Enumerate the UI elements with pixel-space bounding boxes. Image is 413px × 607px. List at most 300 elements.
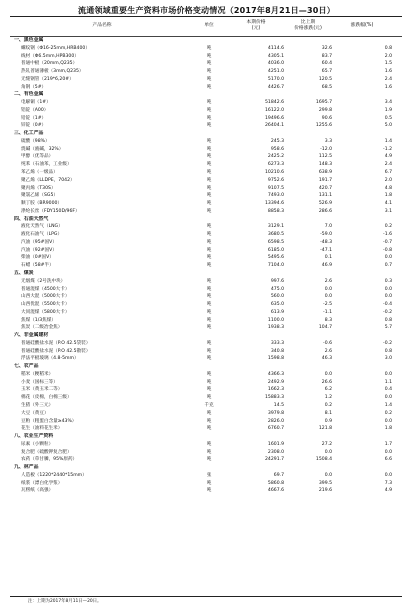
unit-cell: 吨 bbox=[206, 146, 212, 152]
change-cell: 46.3 bbox=[321, 356, 332, 362]
unit-cell: 吨 bbox=[206, 371, 212, 377]
price-cell: 26404.1 bbox=[265, 123, 284, 129]
table-row bbox=[10, 293, 402, 301]
price-cell: 4305.1 bbox=[267, 53, 284, 59]
unit-cell: 吨 bbox=[206, 348, 212, 354]
section-heading bbox=[10, 332, 402, 340]
pct-cell: -1.6 bbox=[383, 232, 392, 238]
unit-cell: 吨 bbox=[206, 480, 212, 486]
product-name: 复合肥（硫酸钾复合肥） bbox=[21, 449, 72, 455]
change-cell: 0.0 bbox=[324, 449, 332, 455]
change-cell: 32.6 bbox=[321, 45, 332, 51]
change-cell: 0.0 bbox=[324, 371, 332, 377]
product-name: 线材（Φ6.5mm,HPB300） bbox=[21, 53, 79, 59]
change-cell: 0.0 bbox=[324, 294, 332, 300]
pct-cell: 0.0 bbox=[384, 449, 392, 455]
change-cell: 65.7 bbox=[321, 69, 332, 75]
pct-cell: 3.4 bbox=[384, 100, 392, 106]
pct-cell: -1.2 bbox=[383, 146, 392, 152]
table-bottom-rule bbox=[10, 596, 402, 597]
change-cell: 60.4 bbox=[321, 61, 332, 67]
pct-cell: 4.1 bbox=[384, 201, 392, 207]
pct-cell: 1.5 bbox=[384, 61, 392, 67]
table-row bbox=[10, 472, 402, 480]
product-name: 汽油（95#国V） bbox=[21, 239, 57, 245]
section-heading bbox=[10, 130, 402, 138]
unit-cell: 吨 bbox=[206, 185, 212, 191]
table-row bbox=[10, 410, 402, 418]
unit-cell: 吨 bbox=[206, 247, 212, 253]
change-cell: 1508.4 bbox=[315, 457, 332, 463]
change-cell: 0.2 bbox=[324, 402, 332, 408]
price-cell: 3129.1 bbox=[267, 224, 284, 230]
product-name: 尿素（小颗粒） bbox=[21, 441, 54, 447]
product-name: 人造板（1220*2440*15mm） bbox=[21, 472, 87, 478]
unit-cell: 吨 bbox=[206, 387, 212, 393]
section-label: 一、黑色金属 bbox=[14, 37, 44, 43]
table-row bbox=[10, 107, 402, 115]
unit-cell: 吨 bbox=[206, 263, 212, 269]
product-name: 聚氯乙烯（SG5） bbox=[21, 193, 58, 199]
unit-cell: 吨 bbox=[206, 457, 212, 463]
price-cell: 4036.0 bbox=[267, 61, 284, 67]
table-row bbox=[10, 223, 402, 231]
table-row bbox=[10, 371, 402, 379]
price-cell: 635.0 bbox=[270, 302, 284, 308]
unit-cell: 吨 bbox=[206, 278, 212, 284]
unit-cell: 吨 bbox=[206, 302, 212, 308]
price-cell: 15883.3 bbox=[265, 395, 284, 401]
price-cell: 1938.3 bbox=[267, 325, 284, 331]
product-name: 石蜡（58#半） bbox=[21, 263, 54, 269]
pct-cell: 1.8 bbox=[384, 426, 392, 432]
unit-cell: 吨 bbox=[206, 208, 212, 214]
pct-cell: 7.3 bbox=[384, 480, 392, 486]
section-heading bbox=[10, 91, 402, 99]
price-cell: 6185.0 bbox=[267, 247, 284, 253]
unit-cell: 吨 bbox=[206, 418, 212, 424]
unit-cell: 吨 bbox=[206, 239, 212, 245]
price-cell: 613.9 bbox=[270, 309, 284, 315]
product-name: 热轧普通薄板（3mm,Q235） bbox=[21, 69, 84, 75]
unit-cell: 吨 bbox=[206, 340, 212, 346]
change-cell: 526.9 bbox=[318, 201, 332, 207]
price-cell: 997.6 bbox=[270, 278, 284, 284]
product-name: 普通混煤（4500大卡） bbox=[21, 286, 70, 292]
product-name: 大豆（黄豆） bbox=[21, 410, 49, 416]
product-name: 焦炭（二级冶金焦） bbox=[21, 325, 63, 331]
table-row bbox=[10, 138, 402, 146]
pct-cell: 1.6 bbox=[384, 69, 392, 75]
price-cell: 10210.6 bbox=[265, 170, 284, 176]
product-name: 螺纹钢（Φ16-25mm,HRB400） bbox=[21, 45, 90, 51]
change-cell: 219.6 bbox=[318, 488, 332, 494]
table-row bbox=[10, 425, 402, 433]
price-cell: 2308.0 bbox=[267, 449, 284, 455]
price-cell: 5170.0 bbox=[267, 76, 284, 82]
product-name: 普通硅酸盐水泥（P.O 42.5袋装） bbox=[21, 340, 91, 346]
price-cell: 475.0 bbox=[270, 286, 284, 292]
price-cell: 2492.9 bbox=[267, 379, 284, 385]
product-name: 聚丙烯（T30S） bbox=[21, 185, 56, 191]
change-cell: 1255.6 bbox=[315, 123, 332, 129]
table-row bbox=[10, 115, 402, 123]
product-name: 普通中板（20mm,Q235） bbox=[21, 61, 78, 67]
pct-cell: -0.4 bbox=[383, 302, 392, 308]
price-cell: 8858.3 bbox=[267, 208, 284, 214]
change-cell: -2.5 bbox=[323, 302, 332, 308]
unit-cell: 吨 bbox=[206, 395, 212, 401]
header-unit: 单位 bbox=[204, 23, 214, 28]
pct-cell: 0.8 bbox=[384, 348, 392, 354]
pct-cell: 1.6 bbox=[384, 84, 392, 90]
product-name: 角钢（5#） bbox=[21, 84, 47, 90]
product-name: 焦煤（1/3焦煤） bbox=[21, 317, 56, 323]
table-row bbox=[10, 286, 402, 294]
table-row bbox=[10, 239, 402, 247]
price-cell: 245.3 bbox=[270, 138, 284, 144]
table-row bbox=[10, 200, 402, 208]
pct-cell: 1.4 bbox=[384, 138, 392, 144]
pct-cell: 0.0 bbox=[384, 294, 392, 300]
change-cell: 90.6 bbox=[321, 115, 332, 121]
table-row bbox=[10, 161, 402, 169]
change-cell: -0.6 bbox=[323, 340, 332, 346]
table-row bbox=[10, 449, 402, 457]
unit-cell: 吨 bbox=[206, 325, 212, 331]
table-row bbox=[10, 309, 402, 317]
price-cell: 5860.8 bbox=[267, 480, 284, 486]
table-row bbox=[10, 394, 402, 402]
table-row bbox=[10, 45, 402, 53]
price-cell: 4667.6 bbox=[267, 488, 284, 494]
section-heading bbox=[10, 37, 402, 45]
product-name: 顺丁胶（BR9000） bbox=[21, 201, 63, 207]
price-cell: 13394.6 bbox=[265, 201, 284, 207]
price-cell: 69.7 bbox=[273, 472, 284, 478]
page-title: 流通领域重要生产资料市场价格变动情况（2017年8月21日—30日） bbox=[78, 6, 335, 15]
change-cell: 7.0 bbox=[324, 224, 332, 230]
change-cell: -12.0 bbox=[320, 146, 332, 152]
table-row bbox=[10, 441, 402, 449]
table-row bbox=[10, 68, 402, 76]
unit-cell: 吨 bbox=[206, 294, 212, 300]
pct-cell: 5.7 bbox=[384, 325, 392, 331]
change-cell: 112.5 bbox=[318, 154, 332, 160]
unit-cell: 吨 bbox=[206, 138, 212, 144]
table-row bbox=[10, 355, 402, 363]
footnote: 注：上期为2017年8月11日—20日。 bbox=[28, 599, 102, 604]
table-row bbox=[10, 231, 402, 239]
pct-cell: 2.4 bbox=[384, 76, 392, 82]
price-cell: 333.3 bbox=[270, 340, 284, 346]
unit-cell: 吨 bbox=[206, 232, 212, 238]
table-row bbox=[10, 84, 402, 92]
table-row bbox=[10, 480, 402, 488]
unit-cell: 吨 bbox=[206, 154, 212, 160]
price-cell: 6598.5 bbox=[267, 239, 284, 245]
table-row bbox=[10, 340, 402, 348]
table-row bbox=[10, 53, 402, 61]
product-name: 汽油（92#国V） bbox=[21, 247, 57, 253]
header-name: 产品名称 bbox=[92, 23, 112, 28]
price-cell: 6273.3 bbox=[267, 162, 284, 168]
change-cell: 6.2 bbox=[324, 387, 332, 393]
unit-cell: 吨 bbox=[206, 123, 212, 129]
change-cell: 0.9 bbox=[324, 418, 332, 424]
unit-cell: 吨 bbox=[206, 356, 212, 362]
table-row bbox=[10, 317, 402, 325]
pct-cell: 4.8 bbox=[384, 185, 392, 191]
change-cell: 8.1 bbox=[324, 410, 332, 416]
change-cell: 1.2 bbox=[324, 395, 332, 401]
unit-cell: 吨 bbox=[206, 255, 212, 261]
table-row bbox=[10, 60, 402, 68]
unit-cell: 张 bbox=[206, 472, 212, 478]
unit-cell: 吨 bbox=[206, 201, 212, 207]
pct-cell: 1.9 bbox=[384, 107, 392, 113]
change-cell: 1695.7 bbox=[315, 100, 332, 106]
pct-cell: 0.0 bbox=[384, 371, 392, 377]
pct-cell: -0.2 bbox=[383, 340, 392, 346]
table-row bbox=[10, 456, 402, 464]
unit-cell: 吨 bbox=[206, 76, 212, 82]
pct-cell: 0.3 bbox=[384, 278, 392, 284]
section-label: 三、化工产品 bbox=[14, 130, 44, 137]
table-row bbox=[10, 76, 402, 84]
table-row bbox=[10, 169, 402, 177]
unit-cell: 吨 bbox=[206, 426, 212, 432]
table-row bbox=[10, 487, 402, 495]
section-heading bbox=[10, 464, 402, 472]
header-price: 本期价格 (元) bbox=[246, 20, 266, 31]
unit-cell: 吨 bbox=[206, 441, 212, 447]
change-cell: 0.0 bbox=[324, 472, 332, 478]
section-heading bbox=[10, 433, 402, 441]
change-cell: 104.7 bbox=[318, 325, 332, 331]
pct-cell: 3.1 bbox=[384, 208, 392, 214]
pct-cell: -0.2 bbox=[383, 309, 392, 315]
price-cell: 958.6 bbox=[270, 146, 284, 152]
pct-cell: 0.0 bbox=[384, 472, 392, 478]
product-name: 聚乙烯（LLDPE，7042） bbox=[21, 177, 75, 183]
product-name: 甲醇（优等品） bbox=[21, 154, 54, 160]
price-cell: 9752.6 bbox=[267, 177, 284, 183]
table-row bbox=[10, 185, 402, 193]
unit-cell: 吨 bbox=[206, 193, 212, 199]
pct-cell: 2.0 bbox=[384, 177, 392, 183]
section-label: 二、有色金属 bbox=[14, 91, 44, 98]
product-name: 柴油（0#国V） bbox=[21, 255, 54, 261]
change-cell: -47.1 bbox=[320, 247, 332, 253]
product-name: 铝锭（A00） bbox=[21, 107, 49, 113]
pct-cell: 0.0 bbox=[384, 255, 392, 261]
price-cell: 14.5 bbox=[273, 402, 284, 408]
product-name: 纯苯（石油苯，工业级） bbox=[21, 162, 72, 168]
product-name: 涤纶长丝（FDY150D/96F） bbox=[21, 208, 80, 214]
price-cell: 1100.0 bbox=[267, 317, 284, 323]
product-name: 山西大混（5000大卡） bbox=[21, 294, 70, 300]
table-row bbox=[10, 278, 402, 286]
change-cell: 148.3 bbox=[318, 162, 332, 168]
table-row bbox=[10, 301, 402, 309]
pct-cell: 4.9 bbox=[384, 154, 392, 160]
pct-cell: 4.9 bbox=[384, 488, 392, 494]
pct-cell: 1.7 bbox=[384, 441, 392, 447]
unit-cell: 千克 bbox=[204, 402, 214, 408]
product-name: 大同混煤（5800大卡） bbox=[21, 309, 70, 315]
change-cell: 191.7 bbox=[318, 177, 332, 183]
product-name: 棉花（皮棉，白棉三级） bbox=[21, 395, 72, 401]
unit-cell: 吨 bbox=[206, 69, 212, 75]
price-table bbox=[10, 37, 402, 495]
section-heading bbox=[10, 270, 402, 278]
product-name: 硫酸（98%） bbox=[21, 138, 50, 144]
change-cell: 26.6 bbox=[321, 379, 332, 385]
product-name: 电解铜（1#） bbox=[21, 100, 51, 106]
change-cell: 286.6 bbox=[318, 208, 332, 214]
price-cell: 3680.5 bbox=[267, 232, 284, 238]
change-cell: 2.6 bbox=[324, 348, 332, 354]
table-row bbox=[10, 192, 402, 200]
table-row bbox=[10, 99, 402, 107]
table-row bbox=[10, 386, 402, 394]
pct-cell: 0.4 bbox=[384, 387, 392, 393]
price-cell: 9107.5 bbox=[267, 185, 284, 191]
pct-cell: 0.2 bbox=[384, 410, 392, 416]
price-cell: 2826.0 bbox=[267, 418, 284, 424]
pct-cell: 1.4 bbox=[384, 402, 392, 408]
price-cell: 6760.7 bbox=[267, 426, 284, 432]
product-name: 山西优混（5500大卡） bbox=[21, 302, 70, 308]
change-cell: 3.3 bbox=[324, 138, 332, 144]
product-name: 小麦（国标三等） bbox=[21, 379, 58, 385]
product-name: 铅锭（1#） bbox=[21, 115, 47, 121]
price-cell: 340.8 bbox=[270, 348, 284, 354]
price-cell: 560.0 bbox=[270, 294, 284, 300]
product-name: 豆粕（粗蛋白含量≥43%） bbox=[21, 418, 77, 424]
price-cell: 1598.8 bbox=[267, 356, 284, 362]
unit-cell: 吨 bbox=[206, 488, 212, 494]
change-cell: 83.7 bbox=[321, 53, 332, 59]
pct-cell: -0.8 bbox=[383, 247, 392, 253]
price-cell: 24291.7 bbox=[265, 457, 284, 463]
pct-cell: 5.0 bbox=[384, 123, 392, 129]
pct-cell: 0.8 bbox=[384, 45, 392, 51]
unit-cell: 吨 bbox=[206, 224, 212, 230]
product-name: 玉米（黄玉米二等） bbox=[21, 387, 63, 393]
change-cell: 638.9 bbox=[318, 170, 332, 176]
change-cell: -1.1 bbox=[323, 309, 332, 315]
pct-cell: 1.1 bbox=[384, 379, 392, 385]
price-cell: 5495.6 bbox=[267, 255, 284, 261]
pct-cell: 0.0 bbox=[384, 286, 392, 292]
unit-cell: 吨 bbox=[206, 53, 212, 59]
pct-cell: 1.8 bbox=[384, 193, 392, 199]
pct-cell: -0.7 bbox=[383, 239, 392, 245]
unit-cell: 吨 bbox=[206, 115, 212, 121]
unit-cell: 吨 bbox=[206, 317, 212, 323]
product-name: 稻米（粳稻米） bbox=[21, 371, 54, 377]
pct-cell: 0.8 bbox=[384, 317, 392, 323]
pct-cell: 0.2 bbox=[384, 224, 392, 230]
product-name: 瓦楞纸（高强） bbox=[21, 488, 54, 494]
table-row bbox=[10, 177, 402, 185]
table-row bbox=[10, 379, 402, 387]
change-cell: 121.8 bbox=[318, 426, 332, 432]
pct-cell: 6.7 bbox=[384, 170, 392, 176]
table-row bbox=[10, 146, 402, 154]
unit-cell: 吨 bbox=[206, 100, 212, 106]
change-cell: -59.0 bbox=[320, 232, 332, 238]
pct-cell: 0.7 bbox=[384, 263, 392, 269]
change-cell: 68.5 bbox=[321, 84, 332, 90]
pct-cell: 3.0 bbox=[384, 356, 392, 362]
section-heading bbox=[10, 363, 402, 371]
price-cell: 4114.6 bbox=[267, 45, 284, 51]
change-cell: 46.9 bbox=[321, 263, 332, 269]
table-row bbox=[10, 247, 402, 255]
change-cell: 0.1 bbox=[324, 255, 332, 261]
table-row bbox=[10, 122, 402, 130]
product-name: 普通硅酸盐水泥（P.O 42.5散装） bbox=[21, 348, 91, 354]
product-name: 液化天然气（LNG） bbox=[21, 224, 63, 230]
table-row bbox=[10, 324, 402, 332]
pct-cell: 2.0 bbox=[384, 53, 392, 59]
section-heading bbox=[10, 216, 402, 224]
product-name: 浮法平板玻璃（4.8-5mm） bbox=[21, 356, 79, 362]
unit-cell: 吨 bbox=[206, 177, 212, 183]
section-label: 八、农业生产资料 bbox=[14, 433, 54, 440]
price-cell: 1662.3 bbox=[267, 387, 284, 393]
change-cell: 27.2 bbox=[321, 441, 332, 447]
unit-cell: 吨 bbox=[206, 379, 212, 385]
section-label: 六、非金属建材 bbox=[14, 332, 49, 339]
product-name: 无烟煤（2号洗中块） bbox=[21, 278, 66, 284]
price-cell: 1601.9 bbox=[267, 441, 284, 447]
change-cell: 0.0 bbox=[324, 286, 332, 292]
unit-cell: 吨 bbox=[206, 309, 212, 315]
change-cell: -48.3 bbox=[320, 239, 332, 245]
change-cell: 299.8 bbox=[318, 107, 332, 113]
pct-cell: 0.0 bbox=[384, 418, 392, 424]
table-row bbox=[10, 208, 402, 216]
table-row bbox=[10, 254, 402, 262]
change-cell: 420.7 bbox=[318, 185, 332, 191]
section-label: 七、农产品 bbox=[14, 363, 39, 370]
unit-cell: 吨 bbox=[206, 45, 212, 51]
section-label: 九、林产品 bbox=[14, 464, 39, 471]
change-cell: 2.6 bbox=[324, 278, 332, 284]
change-cell: 120.5 bbox=[318, 76, 332, 82]
price-cell: 4251.0 bbox=[267, 69, 284, 75]
table-row bbox=[10, 262, 402, 270]
table-row bbox=[10, 402, 402, 410]
unit-cell: 吨 bbox=[206, 170, 212, 176]
price-cell: 2425.2 bbox=[267, 154, 284, 160]
unit-cell: 吨 bbox=[206, 84, 212, 90]
table-row bbox=[10, 153, 402, 161]
product-name: 苯乙烯（一级品） bbox=[21, 170, 58, 176]
price-cell: 4366.3 bbox=[267, 371, 284, 377]
pct-cell: 0.0 bbox=[384, 395, 392, 401]
unit-cell: 吨 bbox=[206, 107, 212, 113]
unit-cell: 吨 bbox=[206, 449, 212, 455]
product-name: 锌锭（0#） bbox=[21, 123, 47, 129]
header-pct: 涨跌幅(%) bbox=[350, 23, 374, 28]
price-cell: 7493.0 bbox=[267, 193, 284, 199]
product-name: 纸浆（漂白化学浆） bbox=[21, 480, 63, 486]
